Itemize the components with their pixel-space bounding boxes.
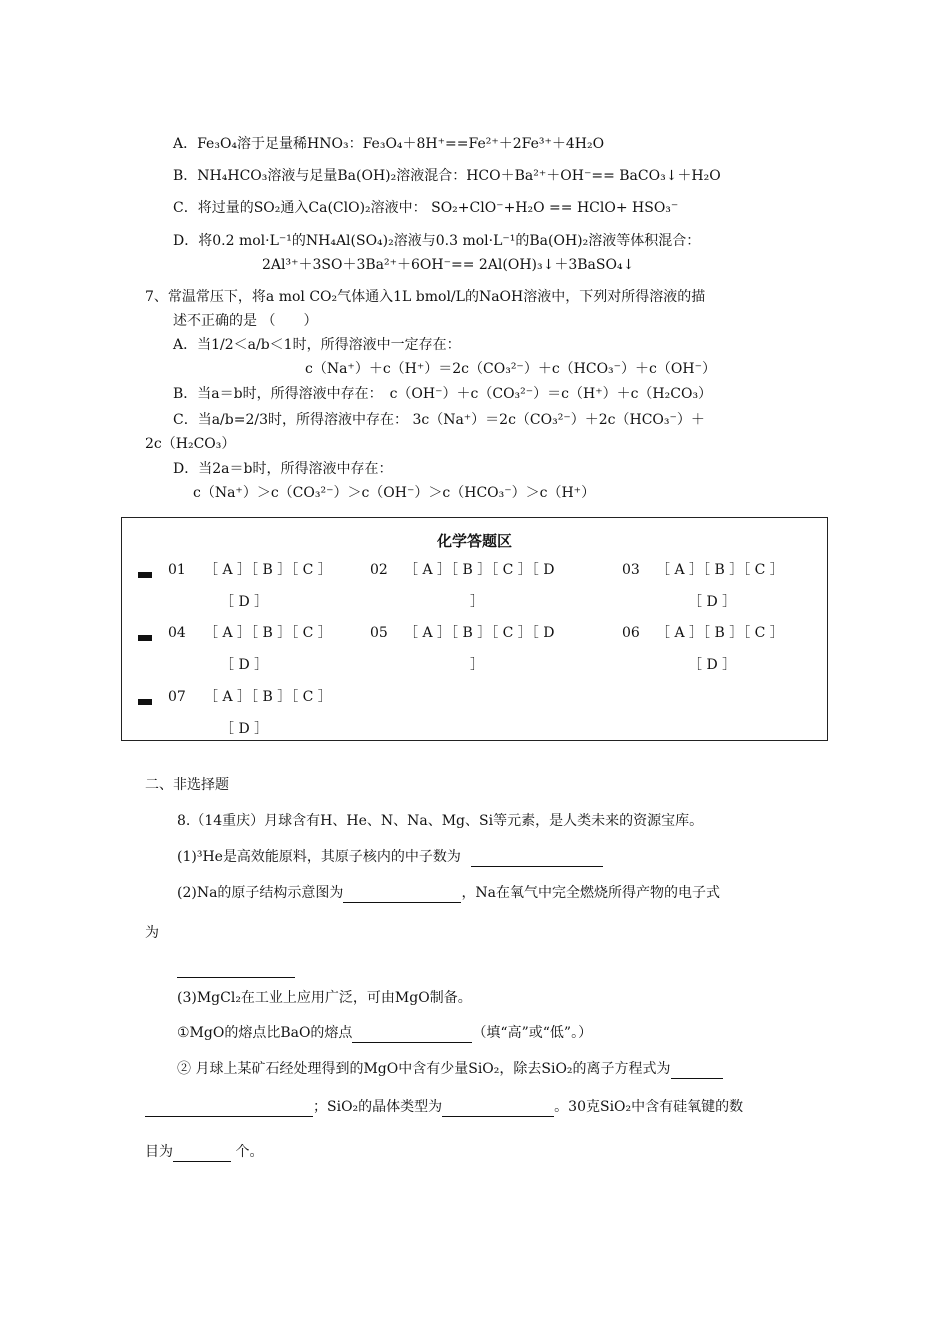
- answer-blank[interactable]: [442, 1100, 554, 1117]
- q7-option-d: D．当2a＝b时，所得溶液中存在：: [173, 461, 393, 477]
- answer-number-05: 05: [370, 625, 388, 641]
- q6-option-c: C．将过量的SO₂通入Ca(ClO)₂溶液中： SO₂+ClO⁻+H₂O == HClO+ HSO₃⁻: [173, 200, 679, 216]
- q7-option-c-cont: 2c（H₂CO₃）: [145, 436, 236, 452]
- q8-part1-text: (1)³He是高效能原料，其原子核内的中子数为: [177, 849, 461, 865]
- q8-part3-2-text-c: 。30克SiO₂中含有硅氧键的数: [554, 1099, 744, 1115]
- row-marker: [138, 699, 152, 705]
- answer-option-d-01[interactable]: ［ D ］: [220, 594, 269, 610]
- answer-number-07: 07: [168, 689, 186, 705]
- q7-option-b: B．当a＝b时，所得溶液中存在： c（OH⁻）＋c（CO₃²⁻）＝c（H⁺）＋c（H₂CO₃）: [173, 386, 713, 402]
- answer-number-04: 04: [168, 625, 186, 641]
- answer-blank[interactable]: [343, 886, 461, 903]
- q8-part3-2-text-a: ② 月球上某矿石经处理得到的MgO中含有少量SiO₂，除去SiO₂的离子方程式为: [177, 1061, 671, 1077]
- answer-number-03: 03: [622, 562, 640, 578]
- answer-options-05[interactable]: ［ A ］［ B ］［ C ］［ D: [404, 625, 555, 641]
- answer-number-06: 06: [622, 625, 640, 641]
- section-title: 二、非选择题: [145, 777, 229, 793]
- q8-part2-text-a: (2)Na的原子结构示意图为: [177, 885, 344, 901]
- q8-part3-2-text-e: 个。: [231, 1144, 264, 1160]
- q8-part3-1-text-b: （填“高”或“低”。）: [472, 1025, 593, 1041]
- answer-options-02[interactable]: ［ A ］［ B ］［ C ］［ D: [404, 562, 555, 578]
- q7-stem-cont: 述不正确的是 （ ）: [173, 313, 318, 329]
- q8-part3-1-text-a: ①MgO的熔点比BaO的熔点: [177, 1025, 353, 1041]
- answer-blank[interactable]: [145, 1100, 313, 1117]
- answer-option-d-07[interactable]: ［ D ］: [220, 721, 269, 737]
- answer-number-02: 02: [370, 562, 388, 578]
- q7-option-a-equation: c（Na⁺）＋c（H⁺）＝2c（CO₃²⁻）＋c（HCO₃⁻）＋c（OH⁻）: [305, 361, 716, 377]
- answer-option-d-03[interactable]: ［ D ］: [688, 594, 737, 610]
- q8-part3-2-cont: [145, 1097, 743, 1117]
- q6-option-d: D．将0.2 mol·L⁻¹的NH₄Al(SO₄)₂溶液与0.3 mol·L⁻¹的Ba(OH)₂溶液等体积混合：: [173, 233, 701, 249]
- answer-number-01: 01: [168, 562, 186, 578]
- answer-options-05-close: ］: [470, 657, 484, 673]
- q7-stem: 7、常温常压下，将a mol CO₂气体通入1L bmol/L的NaOH溶液中，下列对所得溶液的描: [145, 289, 706, 305]
- answer-blank[interactable]: [177, 961, 295, 978]
- q8-part3-2-text-b: ；SiO₂的晶体类型为: [313, 1099, 443, 1115]
- q8-part3-2: [177, 1059, 723, 1079]
- answer-options-06[interactable]: ［ A ］［ B ］［ C ］: [656, 625, 784, 641]
- answer-options-04[interactable]: ［ A ］［ B ］［ C ］: [204, 625, 332, 641]
- q8-part3-2-text-d: 目为: [145, 1144, 173, 1160]
- q8-part1: [177, 847, 603, 867]
- answer-option-d-04[interactable]: ［ D ］: [220, 657, 269, 673]
- answer-blank[interactable]: [471, 850, 603, 867]
- q7-option-c: C．当a/b=2/3时，所得溶液中存在： 3c（Na⁺）＝2c（CO₃²⁻）＋2c（HCO₃⁻）＋: [173, 412, 705, 428]
- q6-option-d-equation: 2Al³⁺＋3SO＋3Ba²⁺＋6OH⁻== 2Al(OH)₃↓＋3BaSO₄↓: [262, 257, 635, 273]
- q8-part2-cont: 为: [145, 925, 159, 941]
- q6-option-b: B．NH₄HCO₃溶液与足量Ba(OH)₂溶液混合：HCO＋Ba²⁺＋OH⁻== BaCO₃↓＋H₂O: [173, 168, 721, 184]
- q6-option-a: A．Fe₃O₄溶于足量稀HNO₃：Fe₃O₄＋8H⁺==Fe²⁺＋2Fe³⁺＋4H₂O: [173, 136, 605, 152]
- answer-blank[interactable]: [352, 1026, 472, 1043]
- q7-option-d-equation: c（Na⁺）＞c（CO₃²⁻）＞c（OH⁻）＞c（HCO₃⁻）＞c（H⁺）: [193, 485, 596, 501]
- q8-part3-2-end: [145, 1142, 263, 1162]
- q8-part3: (3)MgCl₂在工业上应用广泛，可由MgO制备。: [177, 990, 472, 1006]
- answer-box-title: 化学答题区: [436, 532, 512, 550]
- answer-box: [121, 517, 828, 741]
- q8-part2-blank-line: [177, 958, 295, 978]
- q7-option-a: A．当1/2＜a/b＜1时，所得溶液中一定存在：: [173, 337, 461, 353]
- answer-options-03[interactable]: ［ A ］［ B ］［ C ］: [656, 562, 784, 578]
- answer-options-07[interactable]: ［ A ］［ B ］［ C ］: [204, 689, 332, 705]
- answer-options-02-close: ］: [470, 594, 484, 610]
- row-marker: [138, 572, 152, 578]
- q8-part3-1: [177, 1023, 592, 1043]
- q8-part2-text-b: ，Na在氧气中完全燃烧所得产物的电子式: [461, 885, 721, 901]
- answer-option-d-06[interactable]: ［ D ］: [688, 657, 737, 673]
- row-marker: [138, 635, 152, 641]
- q8-stem: 8.（14重庆）月球含有H、He、N、Na、Mg、Si等元素，是人类未来的资源宝库。: [177, 813, 704, 829]
- q8-part2: [177, 883, 720, 903]
- answer-blank[interactable]: [173, 1145, 231, 1162]
- answer-blank[interactable]: [671, 1062, 723, 1079]
- answer-options-01[interactable]: ［ A ］［ B ］［ C ］: [204, 562, 332, 578]
